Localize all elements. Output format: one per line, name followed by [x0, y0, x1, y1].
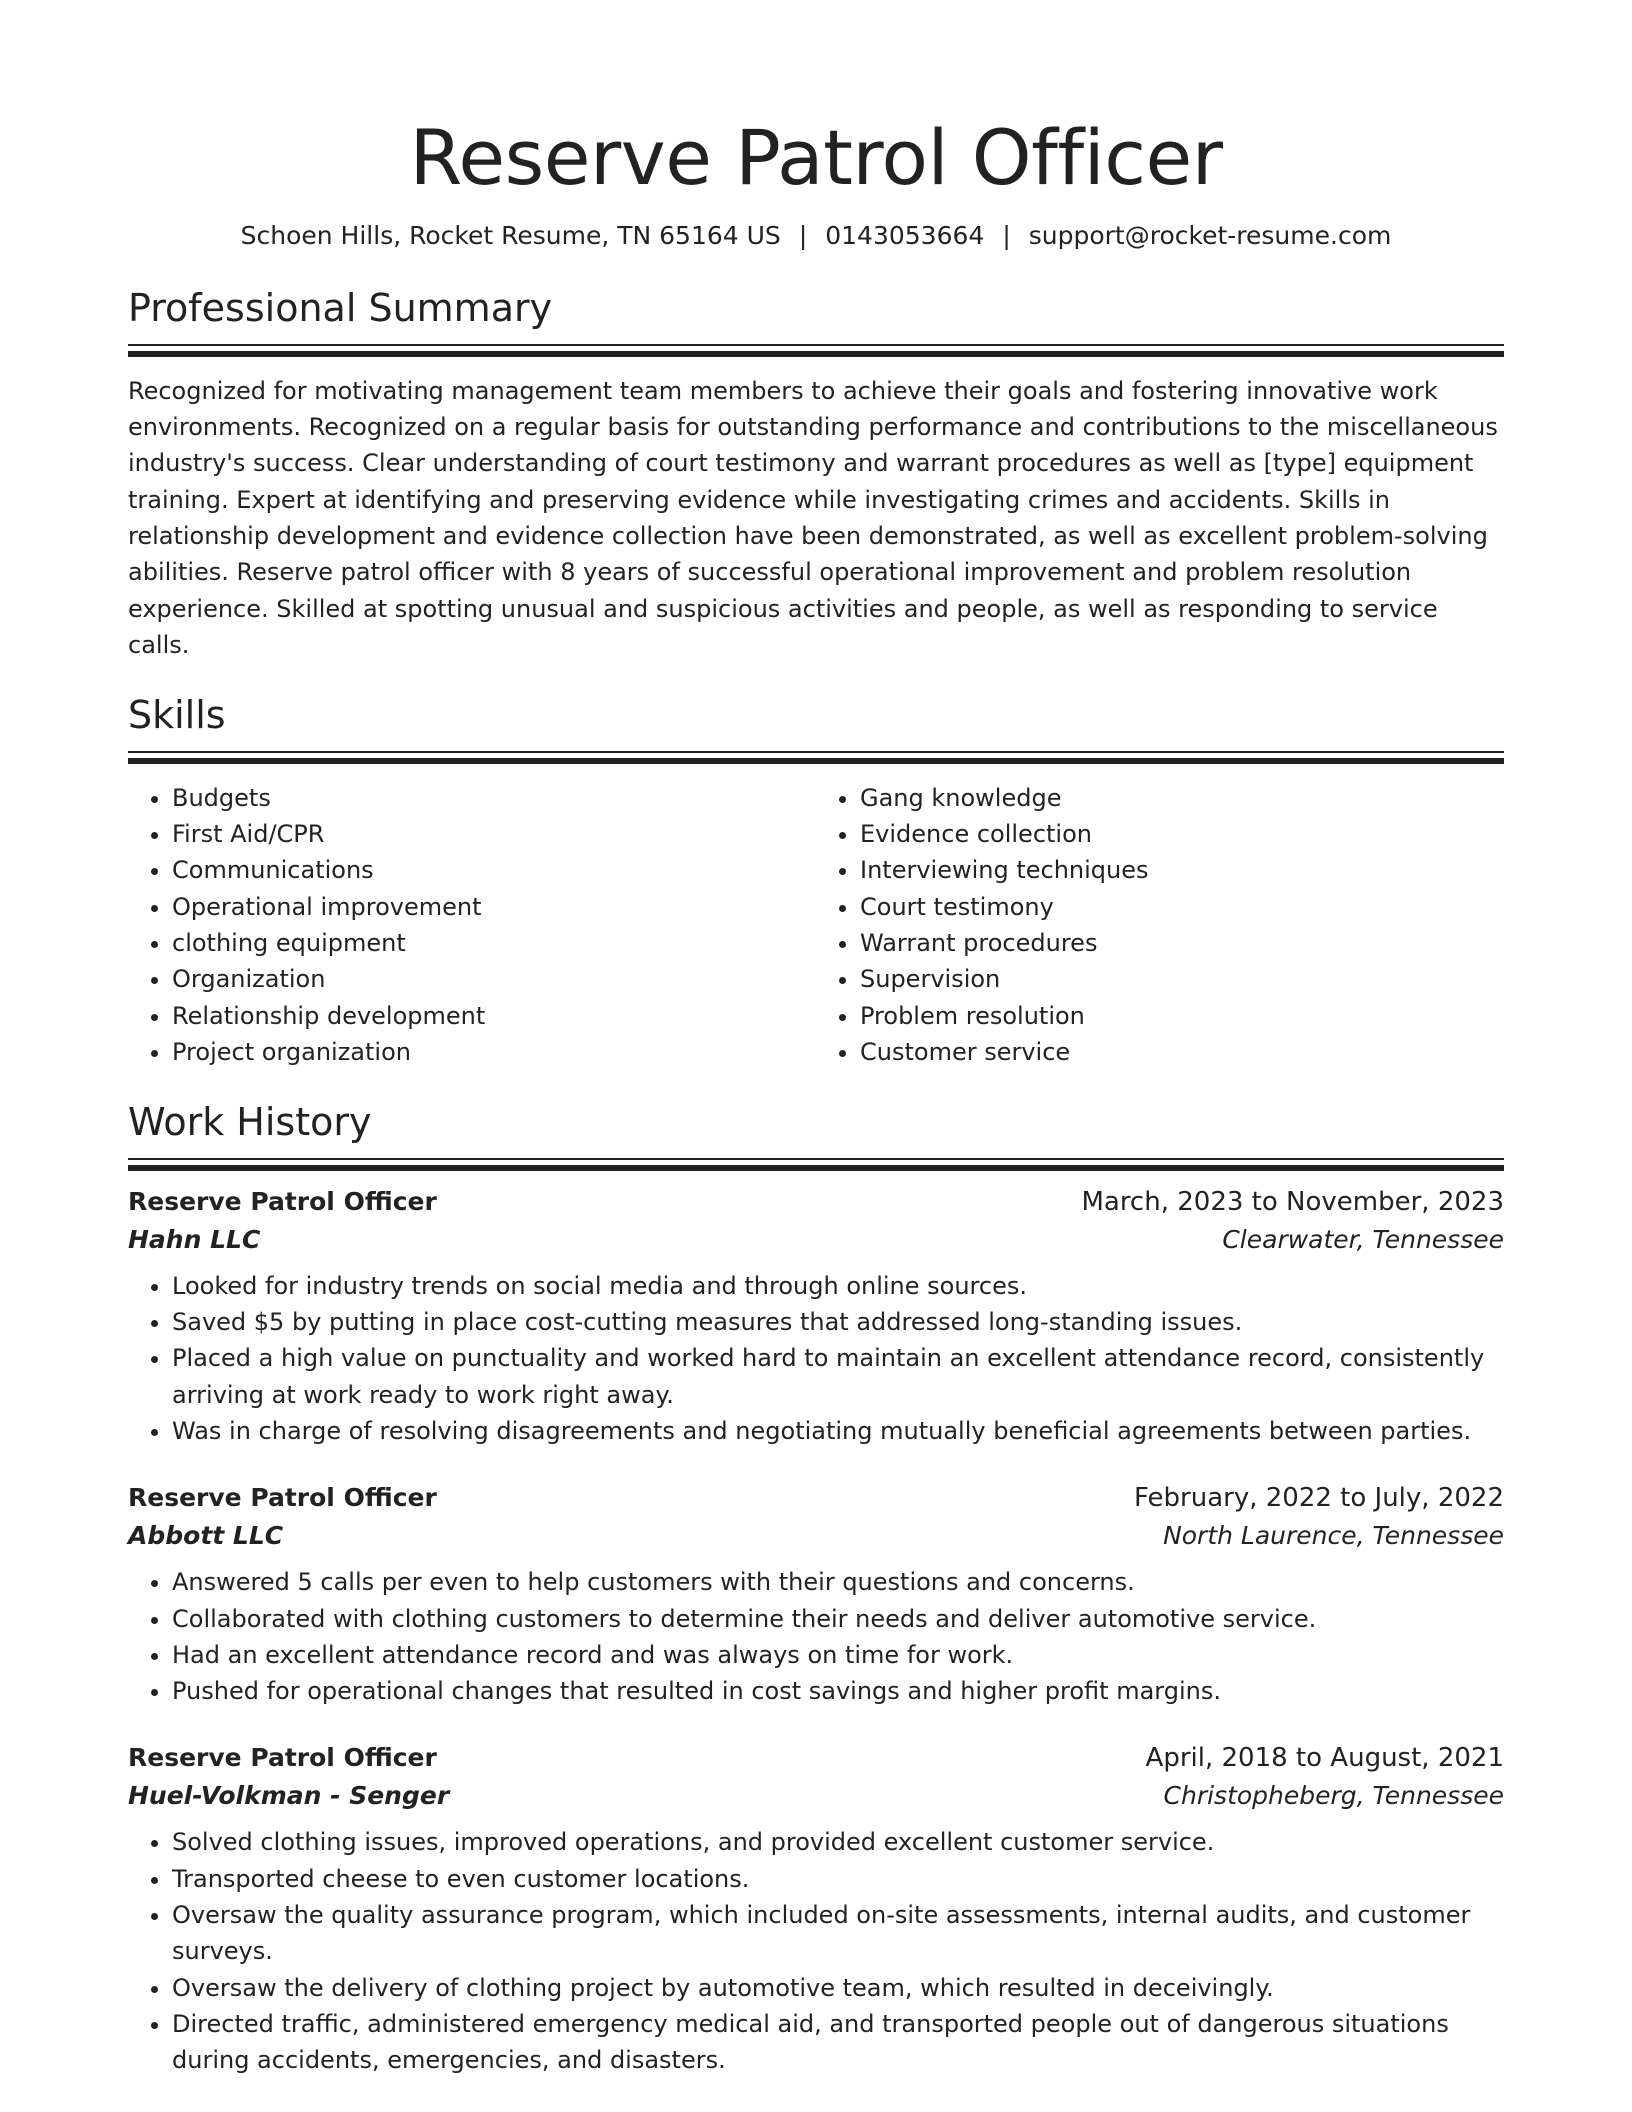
- job-header-row: [128, 1743, 1504, 1773]
- job-entry: [128, 1187, 1504, 1449]
- job-bullet: • Oversaw the quality assurance program, which included on-site assessments, internal audits, and customer surveys.: [172, 1897, 1504, 1970]
- skill-item: • Supervision: [860, 961, 1504, 997]
- job-bullet: • Had an excellent attendance record and was always on time for work.: [172, 1637, 1504, 1673]
- skill-item: • Gang knowledge: [860, 780, 1504, 816]
- skill-item: • Project organization: [172, 1034, 816, 1070]
- section-divider: [128, 1158, 1504, 1171]
- job-bullets: [128, 1564, 1504, 1709]
- skills-list-left: [128, 780, 816, 1070]
- summary-text: Recognized for motivating management team members to achieve their goals and fostering innovative work environments. Recognized on a regular basis for outstanding performance and contributions to the miscellaneous industry's success. Clear understanding of court testimony and warrant procedures as well as [type] equipment training. Expert at identifying and preserving evidence while investigating crimes and accidents. Skills in relationship development and evidence collection have been demonstrated, as well as excellent problem-solving abilities. Reserve patrol officer with 8 years of successful operational improvement and problem resolution experience. Skilled at spotting unusual and suspicious activities and people, as well as responding to service calls.: [128, 376, 1498, 659]
- job-dates: February, 2022 to July, 2022: [1134, 1483, 1504, 1514]
- contact-line: [128, 221, 1504, 250]
- skill-item: • Budgets: [172, 780, 816, 816]
- skill-item: • Evidence collection: [860, 816, 1504, 852]
- job-bullet: • Was in charge of resolving disagreements and negotiating mutually beneficial agreements between parties.: [172, 1413, 1504, 1449]
- job-dates: March, 2023 to November, 2023: [1081, 1186, 1504, 1217]
- section-title-summary: Professional Summary: [128, 286, 553, 331]
- skill-item: • Court testimony: [860, 889, 1504, 925]
- job-bullet: • Transported cheese to even customer locations.: [172, 1861, 1504, 1897]
- job-company: Hahn LLC: [128, 1224, 261, 1254]
- job-bullet: • Saved $5 by putting in place cost-cutting measures that addressed long-standing issues.: [172, 1304, 1504, 1340]
- candidate-name: Reserve Patrol Officer: [409, 113, 1223, 202]
- job-location: North Laurence, Tennessee: [1163, 1521, 1504, 1551]
- summary-section: [128, 286, 1504, 663]
- job-company: Abbott LLC: [128, 1521, 284, 1551]
- skill-item: • clothing equipment: [172, 925, 816, 961]
- job-company: Huel-Volkman - Senger: [128, 1781, 450, 1811]
- skills-section: [128, 693, 1504, 1070]
- contact-email: support@rocket-resume.com: [1028, 221, 1392, 251]
- skill-item: • Problem resolution: [860, 998, 1504, 1034]
- job-company-row: [128, 1225, 1504, 1254]
- job-header-row: [128, 1187, 1504, 1217]
- job-bullet: • Solved clothing issues, improved operations, and provided excellent customer service.: [172, 1824, 1504, 1860]
- skill-item: • Communications: [172, 852, 816, 888]
- job-company-row: [128, 1781, 1504, 1810]
- job-title: Reserve Patrol Officer: [128, 1743, 437, 1773]
- job-entry: [128, 1483, 1504, 1709]
- job-bullet: • Answered 5 calls per even to help customers with their questions and concerns.: [172, 1564, 1504, 1600]
- job-bullet: • Pushed for operational changes that resulted in cost savings and higher profit margins.: [172, 1673, 1504, 1709]
- section-divider: [128, 751, 1504, 764]
- job-title: Reserve Patrol Officer: [128, 1186, 437, 1216]
- job-bullets: [128, 1268, 1504, 1449]
- section-title-skills: Skills: [128, 693, 226, 738]
- job-bullet: • Placed a high value on punctuality and worked hard to maintain an excellent attendance record, consistently arriving at work ready to work right away.: [172, 1340, 1504, 1413]
- skill-item: • Warrant procedures: [860, 925, 1504, 961]
- job-title: Reserve Patrol Officer: [128, 1483, 437, 1513]
- contact-phone: 0143053664: [825, 221, 985, 251]
- skill-item: • Relationship development: [172, 998, 816, 1034]
- job-dates: April, 2018 to August, 2021: [1145, 1743, 1504, 1774]
- job-bullet: • Collaborated with clothing customers to determine their needs and deliver automotive service.: [172, 1601, 1504, 1637]
- job-bullet: • Directed traffic, administered emergency medical aid, and transported people out of dangerous situations during accidents, emergencies, and disasters.: [172, 2006, 1504, 2079]
- job-header-row: [128, 1483, 1504, 1513]
- work-history-section: [128, 1100, 1504, 2078]
- skill-item: • Interviewing techniques: [860, 852, 1504, 888]
- contact-address: Schoen Hills, Rocket Resume, TN 65164 US: [240, 221, 781, 251]
- job-entry: [128, 1743, 1504, 2078]
- contact-separator: |: [798, 221, 808, 251]
- skill-item: • First Aid/CPR: [172, 816, 816, 852]
- skill-item: • Customer service: [860, 1034, 1504, 1070]
- job-bullet: • Looked for industry trends on social media and through online sources.: [172, 1268, 1504, 1304]
- skills-grid: [128, 780, 1504, 1070]
- skill-item: • Organization: [172, 961, 816, 997]
- skill-item: • Operational improvement: [172, 889, 816, 925]
- skills-list-right: [816, 780, 1504, 1070]
- section-title-work-history: Work History: [128, 1100, 372, 1145]
- contact-separator: |: [1002, 221, 1011, 251]
- job-bullets: [128, 1824, 1504, 2078]
- section-divider: [128, 344, 1504, 357]
- job-location: Clearwater, Tennessee: [1222, 1224, 1504, 1254]
- job-location: Christopheberg, Tennessee: [1163, 1781, 1504, 1811]
- job-company-row: [128, 1521, 1504, 1550]
- job-bullet: • Oversaw the delivery of clothing project by automotive team, which resulted in deceivingly.: [172, 1970, 1504, 2006]
